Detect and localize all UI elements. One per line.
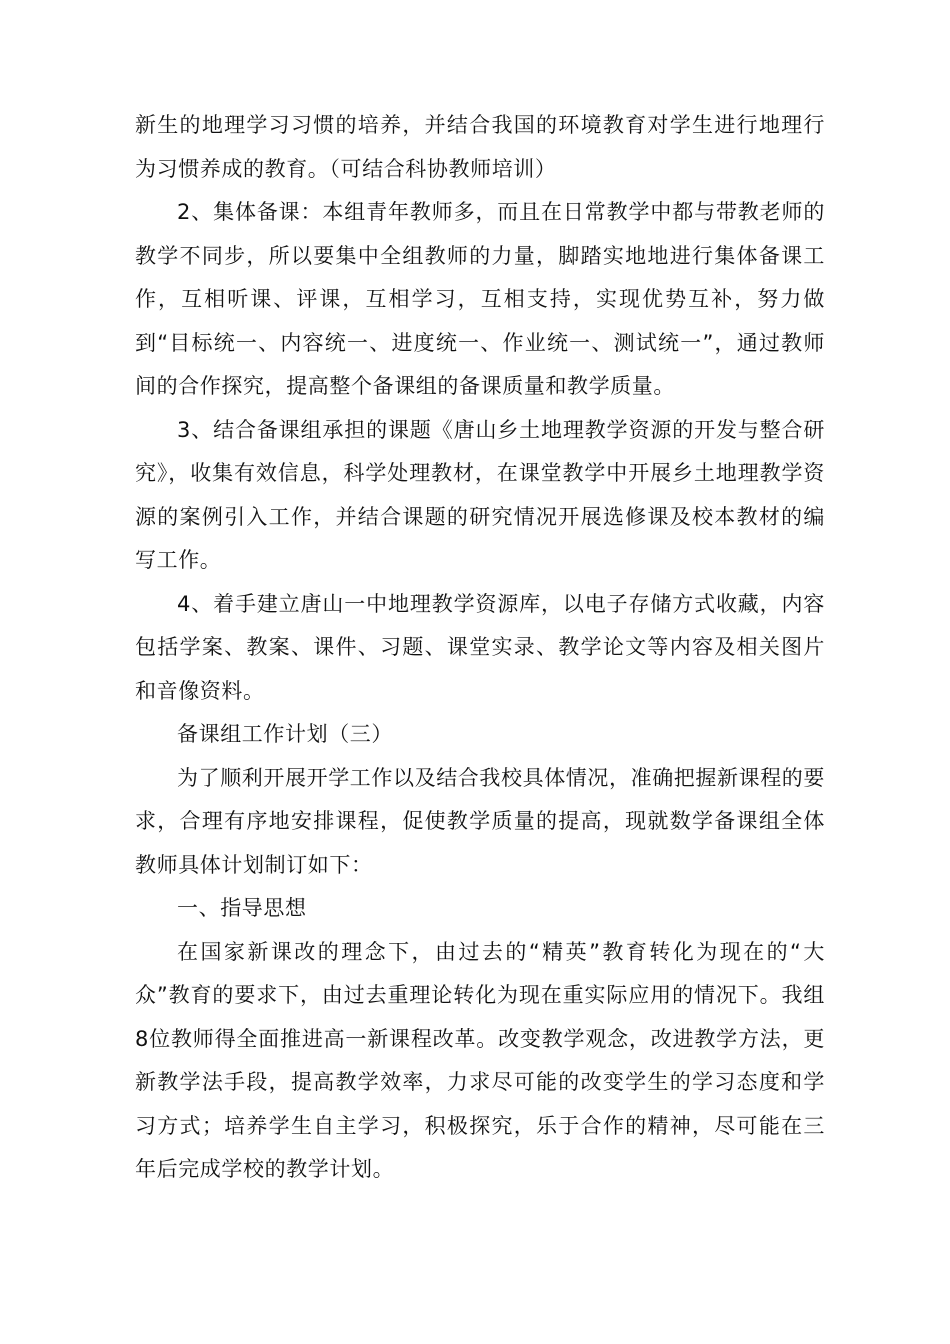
section-heading-guiding-thought: 一、指导思想 (177, 896, 307, 920)
paragraph-2-collective-lesson-prep: 2、集体备课：本组青年教师多，而且在日常教学中都与带教老师的教学不同步，所以要集中全组教师的力量，脚踏实地地进行集体备课工作，互相听课、评课，互相学习，互相支持，实现优势互补，努力做到“目标统一、内容统一、进度统一、作业统一、测试统一”，通过教师间的合作探究，提高整个备课组的备课质量和教学质量。 (135, 200, 825, 398)
section-heading-plan-three: 备课组工作计划（三） (177, 722, 393, 746)
paragraph-intro: 为了顺利开展开学工作以及结合我校具体情况，准确把握新课程的要求，合理有序地安排课程，促使教学质量的提高，现就数学备课组全体教师具体计划制订如下： (135, 765, 825, 877)
document-body (135, 104, 825, 1192)
paragraph-guiding-thought: 在国家新课改的理念下，由过去的“精英”教育转化为现在的“大众”教育的要求下，由过去重理论转化为现在重实际应用的情况下。我组8位教师得全面推进高一新课程改革。改变教学观念，改进教学方法，更新教学法手段，提高教学效率，力求尽可能的改变学生的学习态度和学习方式；培养学生自主学习，积极探究，乐于合作的精神，尽可能在三年后完成学校的教学计划。 (135, 939, 825, 1181)
paragraph-1: 新生的地理学习习惯的培养，并结合我国的环境教育对学生进行地理行为习惯养成的教育。（可结合科协教师培训） (135, 113, 825, 181)
paragraph-3-research-topic: 3、结合备课组承担的课题《唐山乡土地理教学资源的开发与整合研究》，收集有效信息，科学处理教材，在课堂教学中开展乡土地理教学资源的案例引入工作，并结合课题的研究情况开展选修课及校本教材的编写工作。 (135, 417, 825, 572)
paragraph-4-resource-library: 4、着手建立唐山一中地理教学资源库，以电子存储方式收藏，内容包括学案、教案、课件、习题、课堂实录、教学论文等内容及相关图片和音像资料。 (135, 591, 825, 703)
